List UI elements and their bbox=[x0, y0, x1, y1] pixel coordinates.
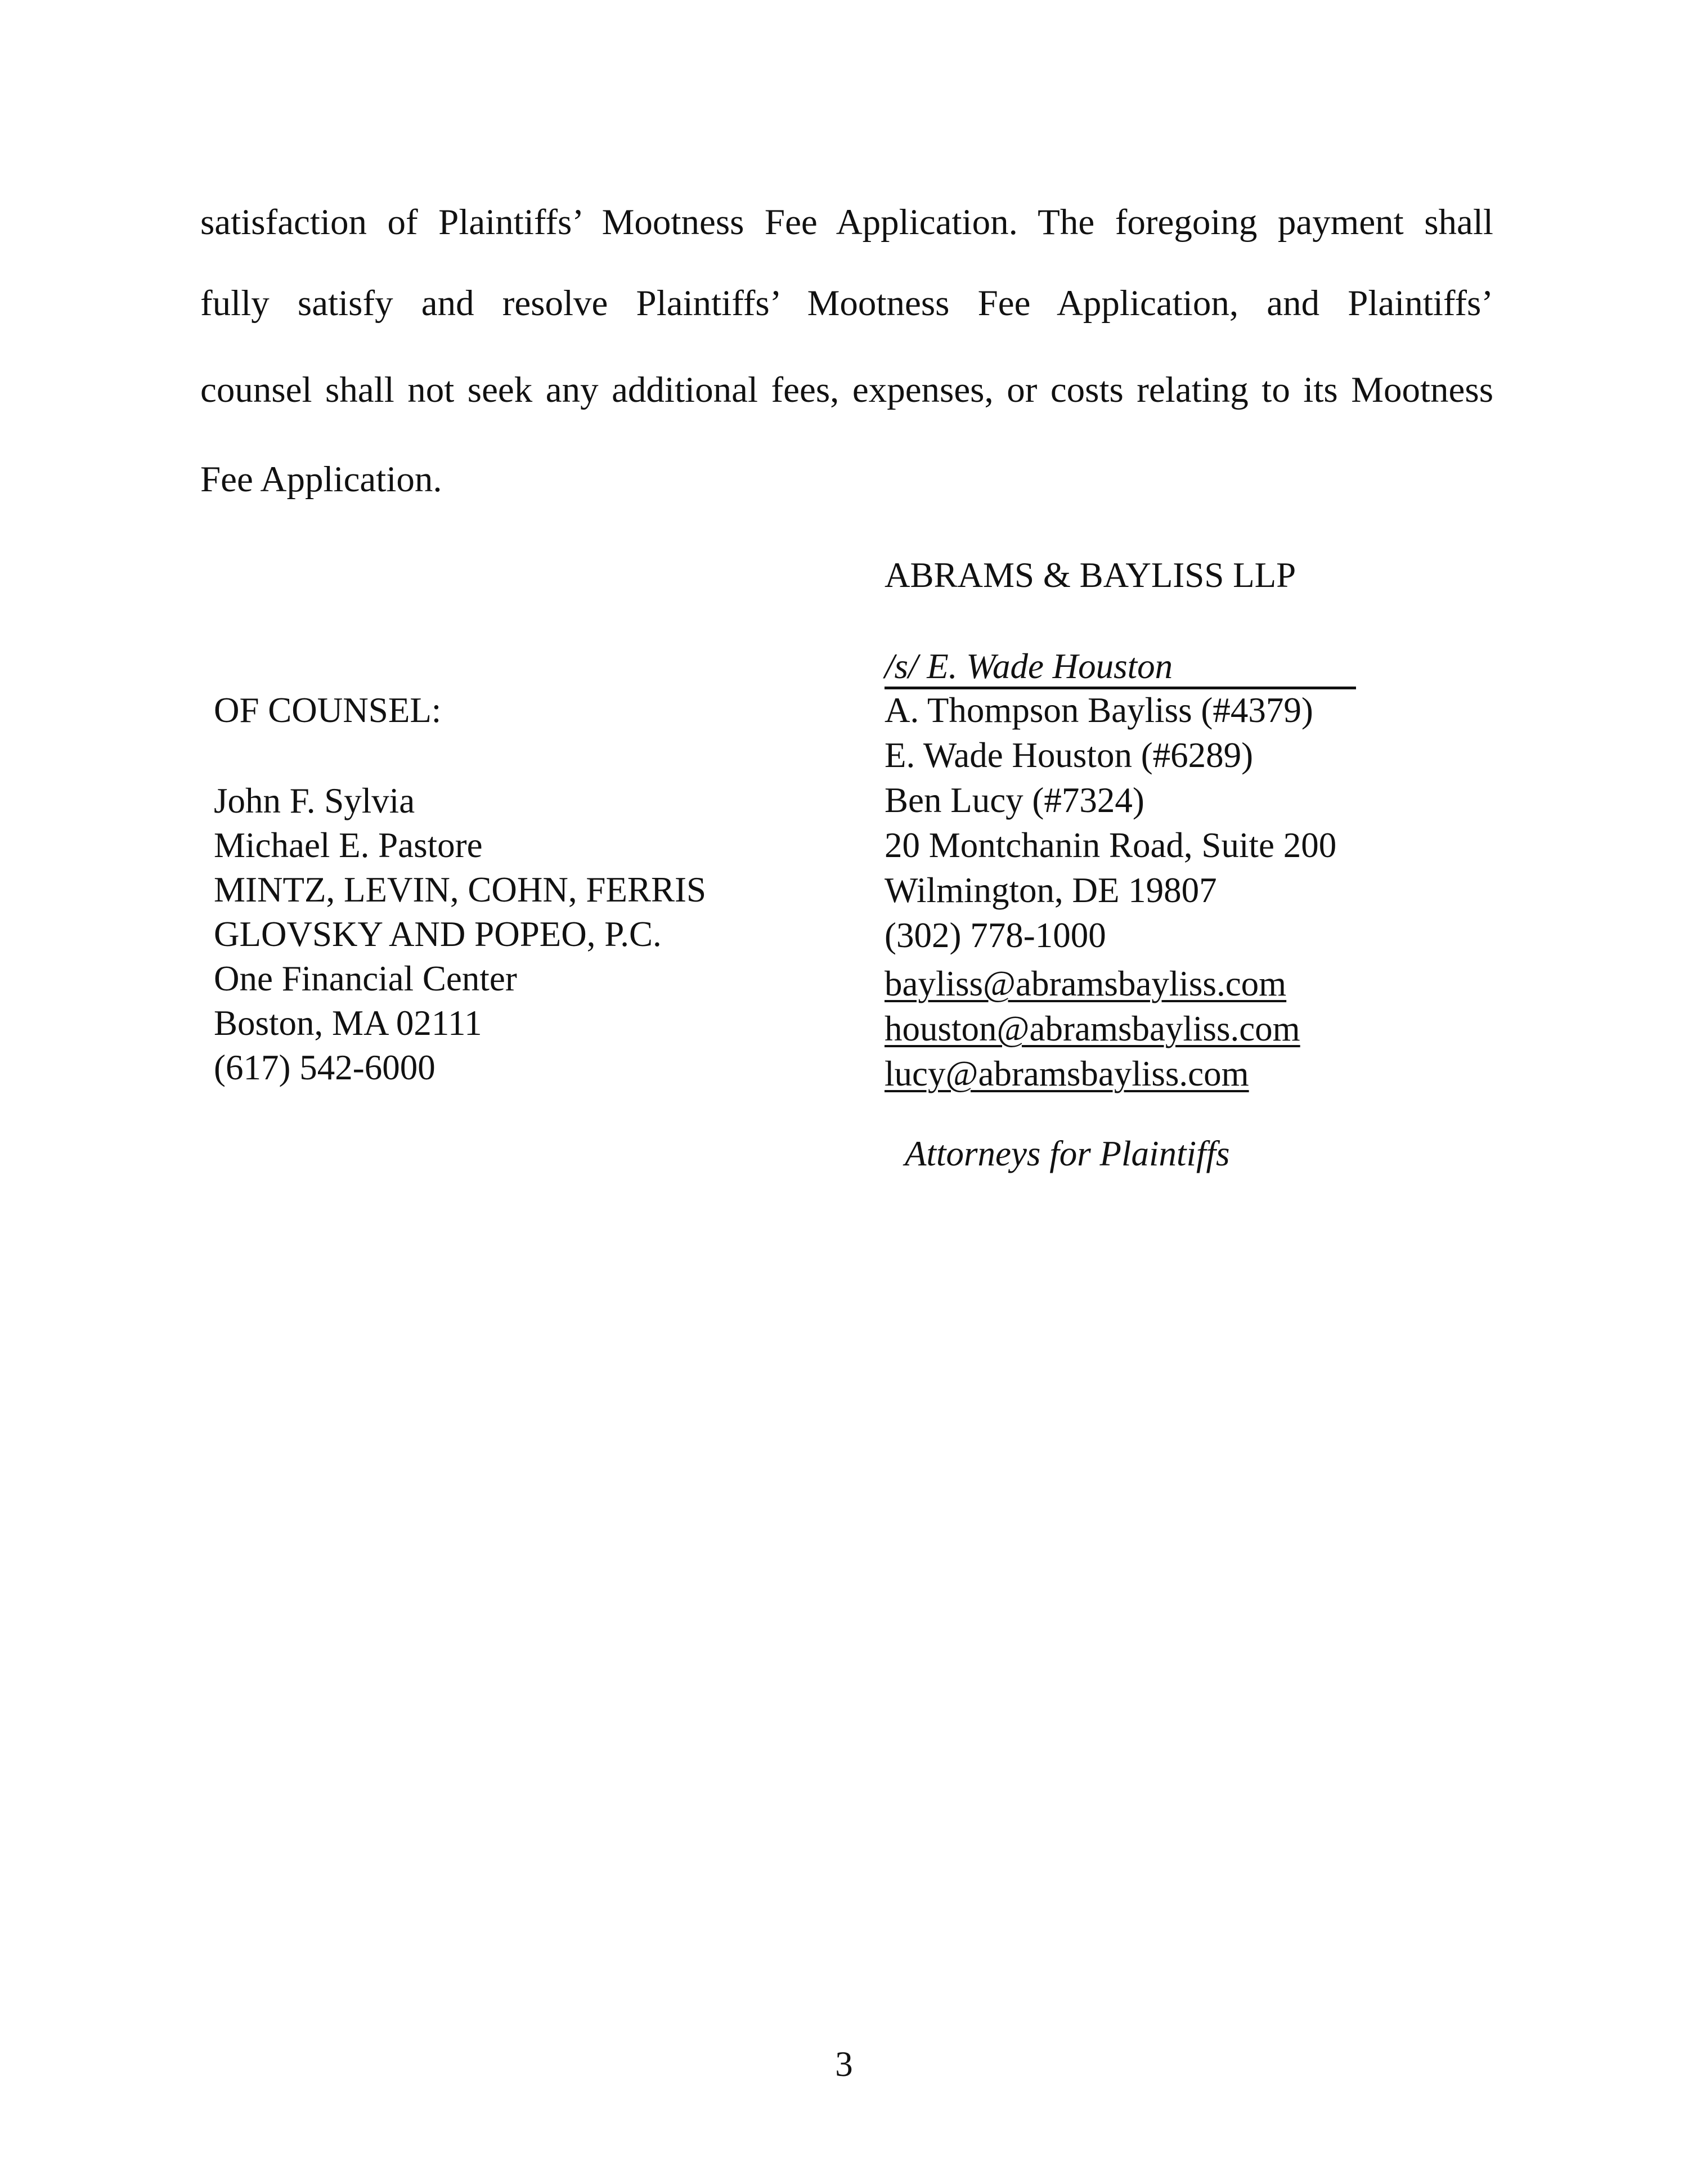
of-counsel-line: Boston, MA 02111 bbox=[214, 1003, 482, 1043]
firm-address-line-2: Wilmington, DE 19807 bbox=[885, 871, 1217, 910]
page-number: 3 bbox=[835, 2044, 853, 2084]
of-counsel-line: (617) 542-6000 bbox=[214, 1048, 436, 1087]
attorney-name: A. Thompson Bayliss (#4379) bbox=[885, 690, 1313, 730]
of-counsel-line: GLOVSKY AND POPEO, P.C. bbox=[214, 914, 662, 954]
of-counsel-line: Michael E. Pastore bbox=[214, 826, 483, 865]
firm-name: ABRAMS & BAYLISS LLP bbox=[885, 555, 1296, 595]
email-link-bayliss[interactable]: bayliss@abramsbayliss.com bbox=[885, 964, 1287, 1003]
paragraph-line-1 bbox=[200, 200, 1493, 245]
attorney-name: E. Wade Houston (#6289) bbox=[885, 736, 1254, 775]
of-counsel-line: John F. Sylvia bbox=[214, 781, 415, 820]
of-counsel-block bbox=[214, 779, 706, 1090]
signature-block bbox=[885, 688, 1336, 1096]
paragraph-line-4 bbox=[200, 457, 1493, 502]
attorney-name: Ben Lucy (#7324) bbox=[885, 781, 1144, 820]
paragraph-line-2-text: fully satisfy and resolve Plaintiffs’ Mootness Fee Application, and Plaintiffs’ bbox=[200, 283, 1493, 324]
firm-phone: (302) 778-1000 bbox=[885, 916, 1106, 955]
of-counsel-line: MINTZ, LEVIN, COHN, FERRIS bbox=[214, 870, 706, 909]
email-link-lucy[interactable]: lucy@abramsbayliss.com bbox=[885, 1054, 1249, 1093]
email-list bbox=[885, 961, 1336, 1096]
electronic-signature: /s/ E. Wade Houston bbox=[885, 644, 1356, 689]
firm-address-line-1: 20 Montchanin Road, Suite 200 bbox=[885, 826, 1337, 865]
paragraph-line-1-text: satisfaction of Plaintiffs’ Mootness Fee Application. The foregoing payment shall bbox=[200, 202, 1493, 243]
of-counsel-line: One Financial Center bbox=[214, 959, 517, 998]
paragraph-line-3-text: counsel shall not seek any additional fees, expenses, or costs relating to its Mootness bbox=[200, 370, 1493, 410]
of-counsel-heading: OF COUNSEL: bbox=[214, 690, 442, 730]
paragraph-line-3 bbox=[200, 367, 1493, 412]
attorneys-for-label: Attorneys for Plaintiffs bbox=[905, 1134, 1230, 1173]
paragraph-line-4-text: Fee Application. bbox=[200, 459, 442, 500]
email-link-houston[interactable]: houston@abramsbayliss.com bbox=[885, 1009, 1300, 1048]
paragraph-line-2 bbox=[200, 281, 1493, 326]
